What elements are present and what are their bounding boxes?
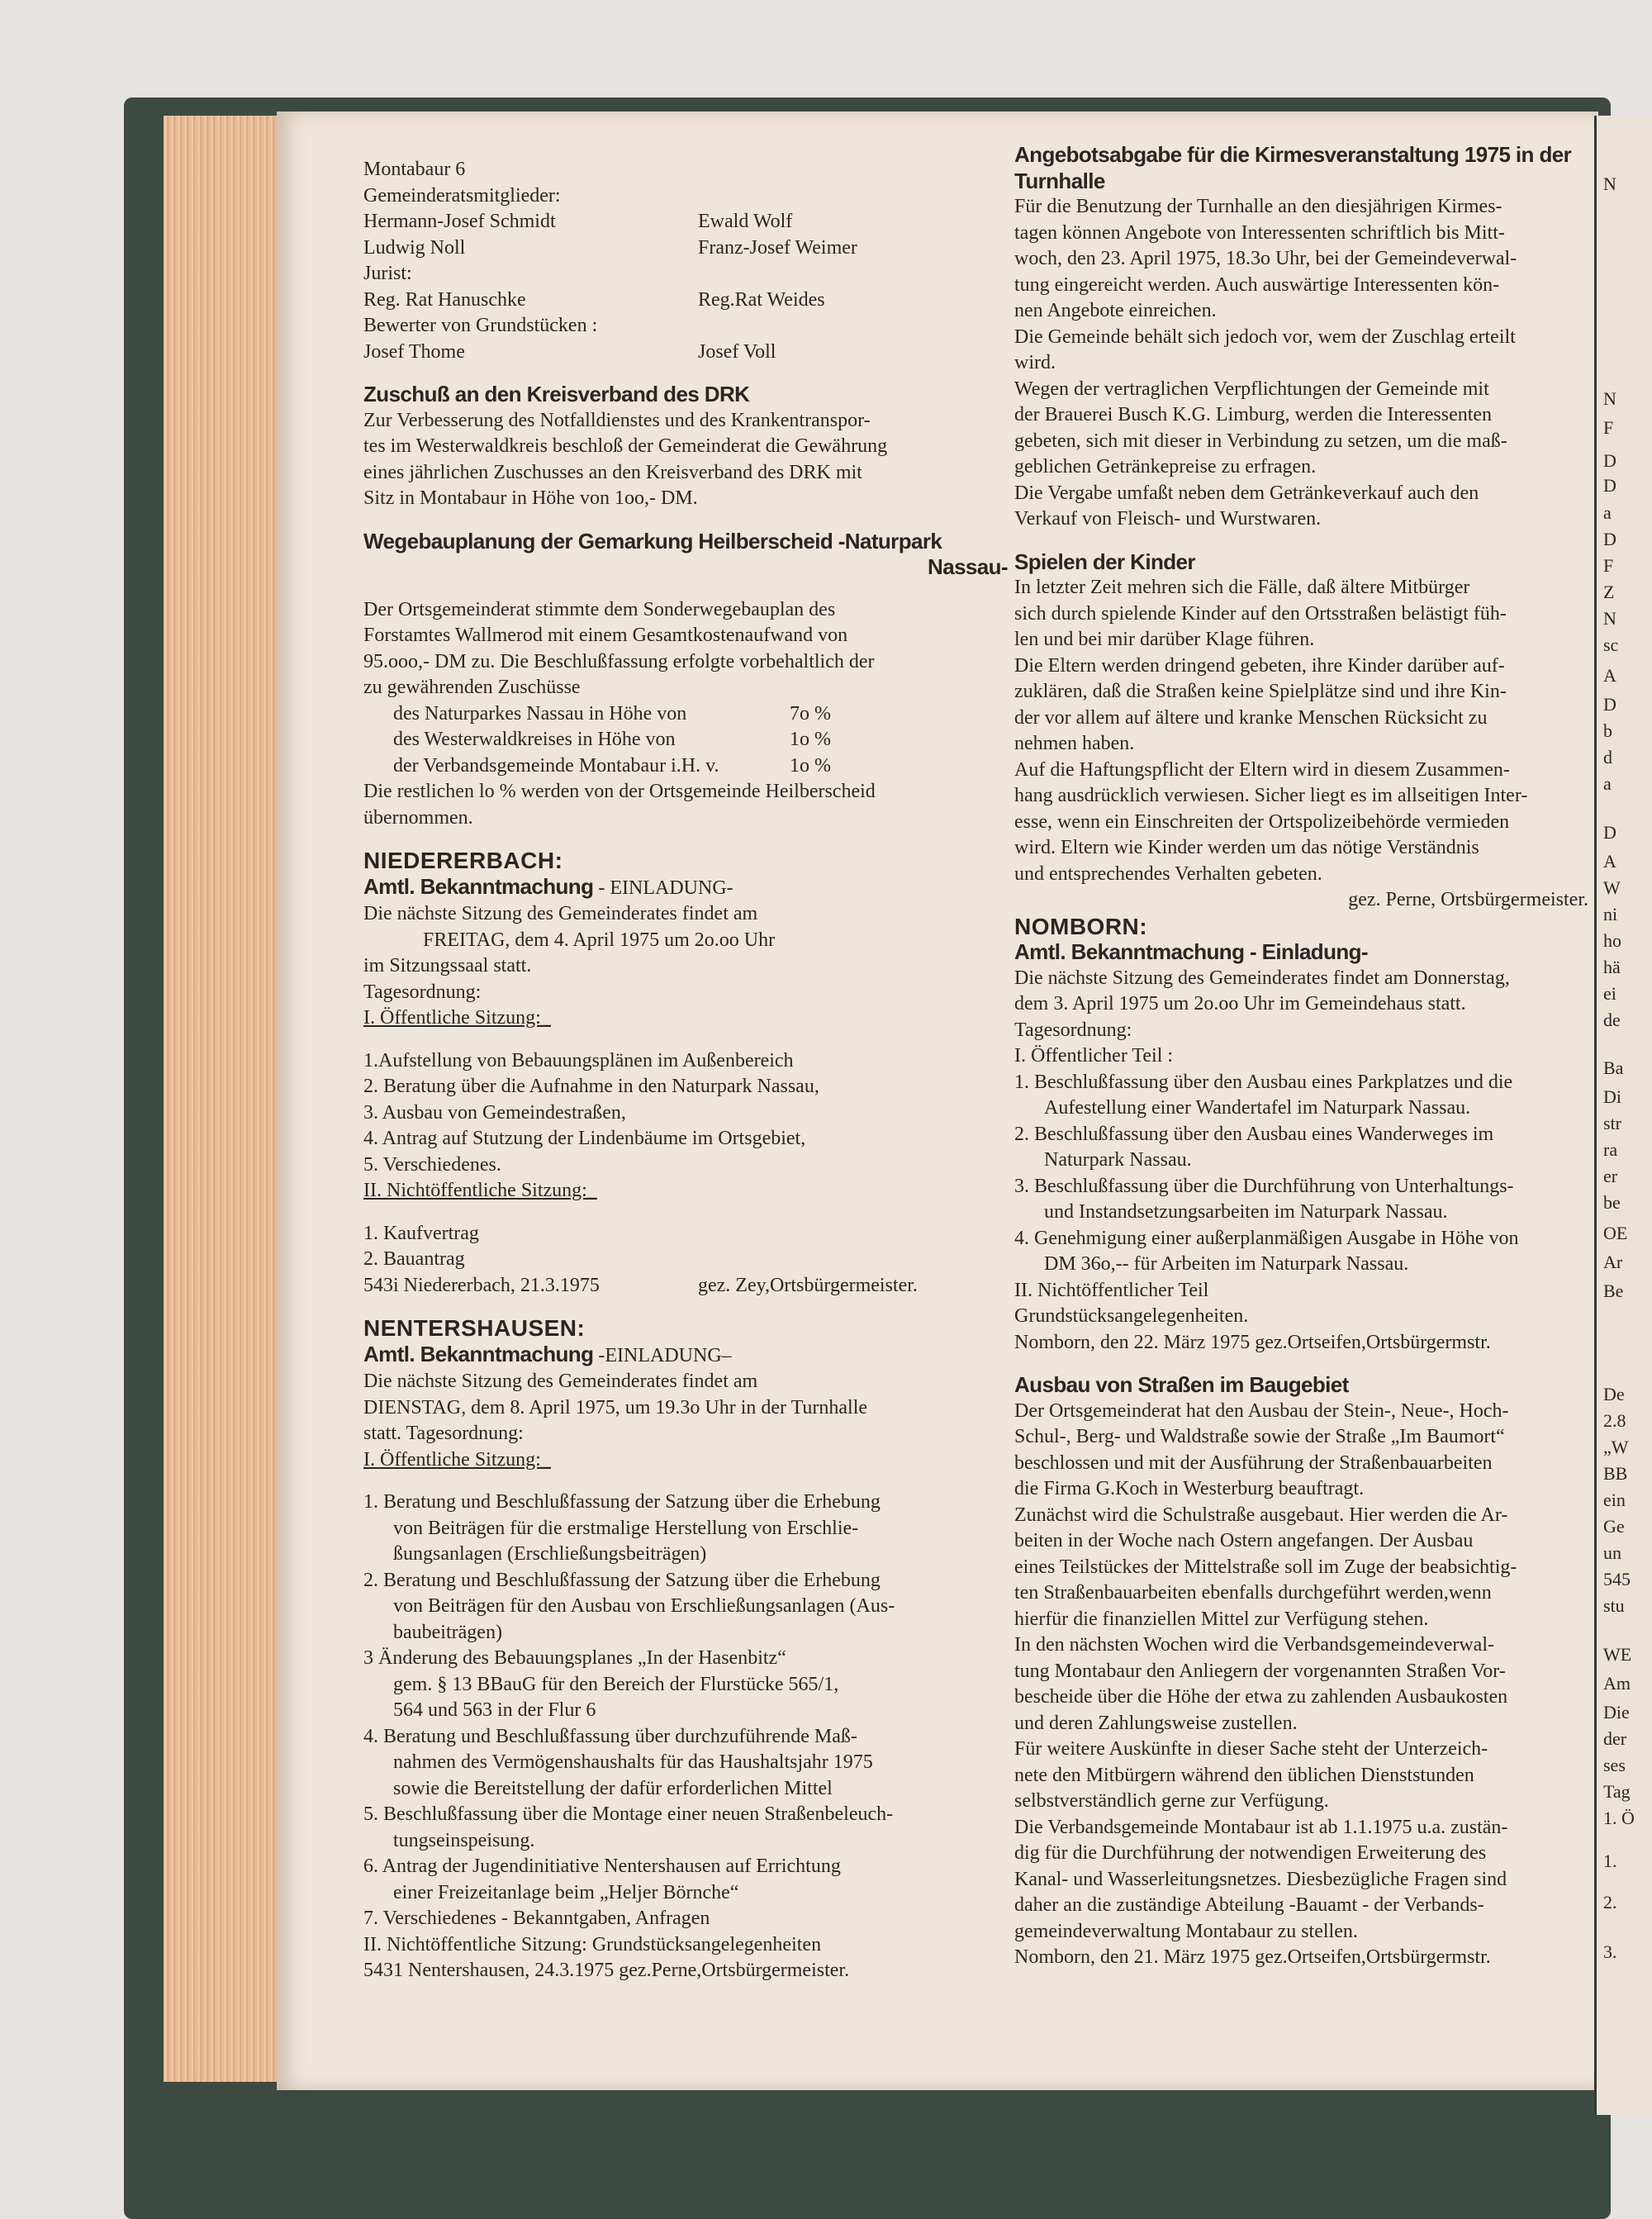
text-line: einer Freizeitanlage beim „Heljer Börnche“ [393, 1881, 739, 1903]
text-line: In den nächsten Wochen wird die Verbandsgemeindeverwal- [1014, 1634, 1494, 1656]
text-line: 3. Beschlußfassung über die Durchführung von Unterhaltungs- [1014, 1175, 1514, 1197]
adjacent-page-fragment: ho [1603, 930, 1621, 951]
section-title [363, 1315, 1008, 1342]
text-line: 5. Verschiedenes. [363, 1153, 501, 1176]
text-line: tes im Westerwaldkreis beschloß der Gemeinderat die Gewährung [363, 435, 888, 457]
adjacent-page-fragment: be [1603, 1192, 1621, 1213]
text-line: und entsprechendes Verhalten gebeten. [1014, 862, 1322, 885]
text-line: Die Eltern werden dringend gebeten, ihre Kinder darüber auf- [1014, 654, 1505, 677]
article-heading [363, 529, 1008, 555]
adjacent-page-fragment: d [1603, 747, 1612, 767]
spacer [1014, 533, 1588, 549]
article-heading [1014, 169, 1588, 195]
adjacent-page-fragment: Z [1603, 582, 1615, 602]
article-heading [363, 1342, 1008, 1370]
adjacent-page-fragment: De [1603, 1384, 1625, 1404]
paired-right: gez. Zey,Ortsbürgermeister. [698, 1274, 918, 1296]
text-line: der vor allem auf ältere und kranke Menschen Rücksicht zu [1014, 706, 1488, 729]
text-line: Für die Benutzung der Turnhalle an den diesjährigen Kirmes- [1014, 196, 1502, 217]
text-line: bescheide über die Höhe der etwa zu zahlenden Ausbaukosten [1014, 1686, 1508, 1708]
spacer [363, 581, 1008, 597]
text-line: gemeindeverwaltung Montabaur zu stellen. [1014, 1920, 1358, 1942]
text-line: 7. Verschiedenes - Bekanntgaben, Anfragen [363, 1908, 710, 1929]
article-heading [363, 382, 1008, 408]
adjacent-page-fragment: 1. Ö [1603, 1808, 1635, 1828]
heading-text: Turnhalle [1014, 168, 1105, 193]
spacer [363, 512, 1008, 529]
heading-text: NIEDERERBACH: [363, 848, 563, 873]
adjacent-page-fragment: ra [1603, 1139, 1618, 1160]
heading-text: Nassau- [928, 554, 1008, 579]
page-edges [164, 116, 279, 2082]
paired-line [363, 1273, 1008, 1300]
text-line: Kanal- und Wasserleitungsnetzes. Diesbezügliche Fragen sind [1014, 1868, 1507, 1890]
text-line: I. Öffentliche Sitzung:_ [363, 1007, 551, 1029]
paired-right: Josef Voll [698, 340, 776, 363]
text-line: daher an die zuständige Abteilung -Bauamt - der Verbands- [1014, 1894, 1484, 1916]
adjacent-page-fragment: 2.8 [1603, 1410, 1626, 1431]
percentage-line [363, 701, 1008, 728]
text-line: 1.Aufstellung von Bebauungsplänen im Außenbereich [363, 1049, 794, 1071]
text-line: Verkauf von Fleisch- und Wurstwaren. [1014, 508, 1322, 530]
text-line: 3 Änderung des Bebauungsplanes „In der Hasenbitz“ [363, 1647, 786, 1669]
adjacent-page-fragment: W [1603, 877, 1621, 898]
adjacent-page-fragment: a [1603, 773, 1612, 794]
adjacent-page-fragment: WE [1603, 1644, 1632, 1665]
heading-text: Wegebauplanung der Gemarkung Heilberscheid -Naturpark [363, 528, 942, 554]
text-line: tung eingereicht werden. Auch auswärtige Interessenten kön- [1014, 273, 1500, 296]
percentage-line [363, 753, 1008, 780]
text-line: tungseinspeisung. [393, 1829, 535, 1851]
paired-left: Reg. Rat Hanuschke [363, 288, 526, 311]
text-line: übernommen. [363, 806, 473, 829]
text-line: esse, wenn ein Einschreiten der Ortspolizeibehörde vermieden [1014, 810, 1510, 833]
spacer [363, 365, 1008, 382]
text-line: FREITAG, dem 4. April 1975 um 2o.oo Uhr [423, 929, 776, 951]
text-line: Die Vergabe umfaßt neben dem Getränkeverkauf auch den [1014, 482, 1479, 504]
text-line: beschlossen und mit der Ausführung der Straßenbauarbeiten [1014, 1452, 1493, 1474]
text-line: nen Angebote einreichen. [1014, 300, 1217, 321]
adjacent-page-fragment: b [1603, 720, 1612, 741]
text-line: Die Verbandsgemeinde Montabaur ist ab 1.1.1975 u.a. zustän- [1014, 1816, 1508, 1838]
text-line: Wegen der vertraglichen Verpflichtungen der Gemeinde mit [1014, 378, 1489, 400]
adjacent-page-fragment: D [1603, 450, 1616, 471]
text-line: beiten in der Woche nach Ostern angefangen. Der Ausbau [1014, 1530, 1474, 1551]
adjacent-page-fragment: D [1603, 694, 1616, 715]
adjacent-page-fragment: ni [1603, 904, 1618, 924]
adjacent-page-fragment: Die [1603, 1702, 1630, 1722]
text-line: In letzter Zeit mehren sich die Fälle, daß ältere Mitbürger [1014, 577, 1470, 598]
heading-text: Amtl. Bekanntmachung [363, 873, 594, 899]
text-line: Tagesordnung: [1014, 1019, 1132, 1041]
text-line: zuklären, daß die Straßen keine Spielplätze sind und ihre Kin- [1014, 681, 1507, 702]
text-line: zu gewährenden Zuschüsse [363, 677, 581, 698]
text-line: Tagesordnung: [363, 981, 482, 1003]
text-line: Naturpark Nassau. [1044, 1149, 1192, 1171]
paired-left: Hermann-Josef Schmidt [363, 211, 556, 232]
text-line: von Beiträgen für die erstmalige Herstellung von Erschlie- [393, 1517, 859, 1539]
text-line: im Sitzungssaal statt. [363, 955, 532, 976]
text-line: ßungsanlagen (Erschließungsbeiträgen) [393, 1543, 707, 1565]
text-line: 2. Bauantrag [363, 1248, 465, 1270]
text-line: woch, den 23. April 1975, 18.3o Uhr, bei der Gemeindeverwal- [1014, 248, 1517, 269]
text-line: die Firma G.Koch in Westerburg beauftragt. [1014, 1478, 1365, 1499]
right-page-edge [1594, 116, 1652, 2115]
text-line: dem 3. April 1975 um 2o.oo Uhr im Gemeindehaus statt. [1014, 993, 1466, 1014]
text-line: Gemeinderatsmitglieder: [363, 184, 561, 207]
text-line: tung Montabaur den Anliegern der vorgenannten Straßen Vor- [1014, 1660, 1506, 1682]
text-line: 95.ooo,- DM zu. Die Beschlußfassung erfolgte vorbehaltlich der [363, 650, 875, 672]
text-line: len und bei mir darüber Klage führen. [1014, 629, 1315, 650]
adjacent-page-fragment: Ar [1603, 1252, 1623, 1272]
adjacent-page-fragment: N [1603, 388, 1616, 409]
adjacent-page-fragment: F [1603, 555, 1614, 576]
heading-text: Ausbau von Straßen im Baugebiet [1014, 1372, 1349, 1397]
adjacent-page-fragment: D [1603, 475, 1616, 496]
adjacent-page-fragment: stu [1603, 1595, 1625, 1616]
paired-right: Franz-Josef Weimer [698, 236, 857, 259]
text-line: eines Teilstückes der Mittelstraße soll im Zuge der beabsichtig- [1014, 1556, 1517, 1578]
spacer [363, 1473, 1008, 1490]
text-line: Nomborn, den 21. März 1975 gez.Ortseifen,Ortsbürgermstr. [1014, 1946, 1491, 1968]
text-line: II. Nichtöffentlicher Teil [1014, 1279, 1209, 1301]
adjacent-page-fragment: Tag [1603, 1781, 1631, 1802]
text-line: baubeiträgen) [393, 1621, 502, 1643]
adjacent-page-fragment: ses [1603, 1755, 1626, 1775]
paired-left: Josef Thome [363, 340, 465, 363]
percentage-label: der Verbandsgemeinde Montabaur i.H. v. [393, 754, 719, 777]
text-line: 4. Beratung und Beschlußfassung über durchzuführende Maß- [363, 1725, 857, 1747]
percentage-value: 1o % [790, 754, 831, 777]
text-line: 5. Beschlußfassung über die Montage einer neuen Straßenbeleuch- [363, 1803, 894, 1825]
adjacent-page-fragment: A [1603, 851, 1616, 872]
heading-suffix: - EINLADUNG- [593, 877, 733, 899]
text-line: I. Öffentlicher Teil : [1014, 1045, 1174, 1067]
adjacent-page-fragment: 2. [1603, 1892, 1617, 1913]
text-line: Aufestellung einer Wandertafel im Naturpark Nassau. [1044, 1097, 1471, 1119]
article-heading [1014, 1372, 1588, 1399]
text-line: I. Öffentliche Sitzung:_ [363, 1448, 551, 1471]
adjacent-page-fragment: ein [1603, 1490, 1626, 1510]
text-line: Jurist: [363, 263, 412, 284]
article-heading [1014, 142, 1588, 169]
text-line: nehmen haben. [1014, 733, 1135, 754]
text-line: wird. [1014, 352, 1056, 373]
text-line: Auf die Haftungspflicht der Eltern wird in diesem Zusammen- [1014, 758, 1510, 781]
percentage-label: des Westerwaldkreises in Höhe von [393, 729, 676, 750]
text-line: tagen können Angebote von Interessenten schriftlich bis Mitt- [1014, 221, 1505, 244]
paired-line [363, 287, 1008, 314]
adjacent-page-fragment: Am [1603, 1673, 1631, 1694]
spacer [363, 1032, 1008, 1048]
adjacent-page-fragment: Be [1603, 1281, 1624, 1301]
heading-text: NOMBORN: [1014, 913, 1148, 939]
adjacent-page-fragment: un [1603, 1542, 1621, 1563]
adjacent-page-fragment: Di [1603, 1086, 1621, 1107]
text-line: 564 und 563 in der Flur 6 [393, 1699, 596, 1721]
adjacent-page-fragment: 545 [1603, 1569, 1631, 1589]
article-heading [363, 874, 1008, 902]
text-line: selbstverständlich gerne zur Verfügung. [1014, 1790, 1329, 1812]
text-line: Forstamtes Wallmerod mit einem Gesamtkostenaufwand von [363, 625, 848, 646]
text-line: DIENSTAG, dem 8. April 1975, um 19.3o Uhr in der Turnhalle [363, 1396, 868, 1418]
text-line: Nomborn, den 22. März 1975 gez.Ortseifen,Ortsbürgermstr. [1014, 1331, 1491, 1353]
heading-text: Amtl. Bekanntmachung [363, 1341, 594, 1366]
percentage-value: 7o % [790, 702, 831, 725]
paired-right: Reg.Rat Weides [698, 288, 825, 311]
spacer [363, 1299, 1008, 1315]
adjacent-page-fragment: „W [1603, 1437, 1629, 1457]
article-heading [1014, 939, 1588, 966]
spacer [363, 831, 1008, 848]
text-line: Die nächste Sitzung des Gemeinderates findet am [363, 1371, 758, 1392]
article-heading [1014, 549, 1588, 576]
text-line: 4. Genehmigung einer außerplanmäßigen Ausgabe in Höhe von [1014, 1227, 1519, 1249]
text-line: DM 36o,-- für Arbeiten im Naturpark Nassau. [1044, 1253, 1409, 1275]
adjacent-page-fragment: D [1603, 529, 1616, 549]
paired-line [363, 235, 1008, 262]
text-line: Der Ortsgemeinderat stimmte dem Sonderwegebauplan des [363, 598, 836, 620]
adjacent-page-fragment: N [1603, 608, 1616, 629]
text-line: 2. Beschlußfassung über den Ausbau eines Wanderweges im [1014, 1123, 1494, 1145]
adjacent-page-fragment: BB [1603, 1463, 1628, 1484]
adjacent-page-fragment: 1. [1603, 1851, 1617, 1871]
text-line: gez. Perne, Ortsbürgermeister. [1348, 889, 1588, 910]
text-line: Die restlichen lo % werden von der Ortsgemeinde Heilberscheid [363, 781, 876, 802]
adjacent-page-fragment: hä [1603, 957, 1621, 977]
text-line: Die nächste Sitzung des Gemeinderates findet am Donnerstag, [1014, 967, 1510, 989]
text-line: ten Straßenbauarbeiten ebenfalls durchgeführt werden,wenn [1014, 1582, 1492, 1604]
adjacent-page-fragment: der [1603, 1728, 1627, 1749]
text-line: 5431 Nentershausen, 24.3.1975 gez.Perne,Ortsbürgermeister. [363, 1960, 850, 1981]
text-line: sich durch spielende Kinder auf den Ortsstraßen belästigt füh- [1014, 602, 1507, 625]
text-line: wird. Eltern wie Kinder werden um das nötige Verständnis [1014, 837, 1479, 858]
adjacent-page-fragment: OE [1603, 1223, 1628, 1243]
heading-text: Amtl. Bekanntmachung - Einladung- [1014, 939, 1368, 964]
text-line: Bewerter von Grundstücken : [363, 315, 598, 336]
left-column [363, 157, 1008, 1984]
article-heading [363, 554, 1008, 581]
text-line: 1. Beratung und Beschlußfassung der Satzung über die Erhebung [363, 1491, 881, 1513]
text-line: sowie die Bereitstellung der dafür erforderlichen Mittel [393, 1777, 833, 1799]
heading-text: NENTERSHAUSEN: [363, 1315, 586, 1341]
section-title [363, 848, 1008, 874]
text-line: 1. Kaufvertrag [363, 1222, 479, 1244]
text-line: und Instandsetzungsarbeiten im Naturpark Nassau. [1044, 1201, 1448, 1223]
right-column [1014, 142, 1588, 1971]
text-line: Zur Verbesserung des Notfalldienstes und des Krankentranspor- [363, 409, 871, 431]
text-line: Die Gemeinde behält sich jedoch vor, wem der Zuschlag erteilt [1014, 325, 1516, 348]
text-line: hang ausdrücklich verwiesen. Sicher liegt es im allseitigen Inter- [1014, 785, 1528, 806]
adjacent-page-fragment: F [1603, 417, 1614, 438]
paired-right: Ewald Wolf [698, 211, 793, 232]
text-line: Der Ortsgemeinderat hat den Ausbau der Stein-, Neue-, Hoch- [1014, 1399, 1509, 1422]
text-line: Die nächste Sitzung des Gemeinderates findet am [363, 903, 758, 924]
heading-text: Zuschuß an den Kreisverband des DRK [363, 382, 750, 406]
text-line: der Brauerei Busch K.G. Limburg, werden die Interessenten [1014, 404, 1493, 425]
adjacent-page-fragment: D [1603, 822, 1616, 843]
text-line: Grundstücksangelegenheiten. [1014, 1305, 1249, 1327]
adjacent-page-fragment: 3. [1603, 1941, 1617, 1962]
adjacent-page-fragment: ei [1603, 983, 1616, 1004]
text-line: gem. § 13 BBauG für den Bereich der Flurstücke 565/1, [393, 1673, 839, 1695]
text-line: und deren Zahlungsweise zustellen. [1014, 1712, 1298, 1734]
heading-text: Angebotsabgabe für die Kirmesveranstaltung 1975 in der [1014, 142, 1572, 167]
text-line: eines jährlichen Zuschusses an den Kreisverband des DRK mit [363, 461, 862, 483]
text-line: von Beiträgen für den Ausbau von Erschließungsanlagen (Aus- [393, 1595, 895, 1617]
text-line: Schul-, Berg- und Waldstraße sowie der Straße „Im Baumort“ [1014, 1426, 1505, 1447]
adjacent-page-fragment: Ba [1603, 1057, 1624, 1078]
text-line: 6. Antrag der Jugendinitiative Nentershausen auf Errichtung [363, 1856, 841, 1877]
adjacent-page-fragment: er [1603, 1166, 1618, 1186]
adjacent-page-fragment: Ge [1603, 1516, 1625, 1537]
paired-line [363, 209, 1008, 235]
section-title [1014, 914, 1588, 940]
text-line: II. Nichtöffentliche Sitzung: Grundstücksangelegenheiten [363, 1933, 822, 1955]
adjacent-page-fragment: N [1603, 173, 1616, 194]
spacer [363, 1205, 1008, 1221]
heading-suffix: -EINLADUNG– [593, 1344, 732, 1366]
text-line: Zunächst wird die Schulstraße ausgebaut. Hier werden die Ar- [1014, 1504, 1508, 1526]
text-line: hierfür die finanziellen Mittel zur Verfügung stehen. [1014, 1608, 1429, 1630]
text-line: II. Nichtöffentliche Sitzung:_ [363, 1180, 597, 1201]
text-line: 1. Beschlußfassung über den Ausbau eines Parkplatzes und die [1014, 1071, 1513, 1093]
percentage-value: 1o % [790, 729, 831, 750]
text-line: 2. Beratung über die Aufnahme in den Naturpark Nassau, [363, 1076, 819, 1097]
spacer [1014, 1356, 1588, 1372]
text-line: dig für die Durchführung der notwendigen Erweiterung des [1014, 1842, 1487, 1864]
text-line: Montabaur 6 [363, 159, 466, 180]
adjacent-page-fragment: str [1603, 1113, 1621, 1133]
text-line: Für weitere Auskünfte in dieser Sache steht der Unterzeich- [1014, 1738, 1488, 1760]
adjacent-page-fragment: sc [1603, 634, 1619, 655]
paired-left: 543i Niedererbach, 21.3.1975 [363, 1274, 600, 1296]
text-line: statt. Tagesordnung: [363, 1423, 524, 1444]
heading-text: Spielen der Kinder [1014, 549, 1195, 574]
percentage-line [363, 727, 1008, 753]
percentage-label: des Naturparkes Nassau in Höhe von [393, 702, 687, 725]
text-line: 2. Beratung und Beschlußfassung der Satzung über die Erhebung [363, 1569, 881, 1591]
text-line: nete den Mitbürgern während den üblichen Dienststunden [1014, 1764, 1474, 1786]
text-line: Sitz in Montabaur in Höhe von 1oo,- DM. [363, 487, 698, 509]
text-line: gebeten, sich mit dieser in Verbindung zu setzen, um die maß- [1014, 430, 1507, 452]
text-line: 3. Ausbau von Gemeindestraßen, [363, 1101, 626, 1124]
text-line: nahmen des Vermögenshaushalts für das Haushaltsjahr 1975 [393, 1751, 873, 1773]
adjacent-page-fragment: A [1603, 665, 1616, 686]
text-line: 4. Antrag auf Stutzung der Lindenbäume im Ortsgebiet, [363, 1128, 806, 1149]
adjacent-page-fragment: de [1603, 1010, 1621, 1030]
paired-left: Ludwig Noll [363, 236, 466, 259]
adjacent-page-fragment: a [1603, 502, 1612, 523]
paired-line [363, 340, 1008, 366]
text-line: geblichen Getränkepreise zu erfragen. [1014, 456, 1317, 478]
